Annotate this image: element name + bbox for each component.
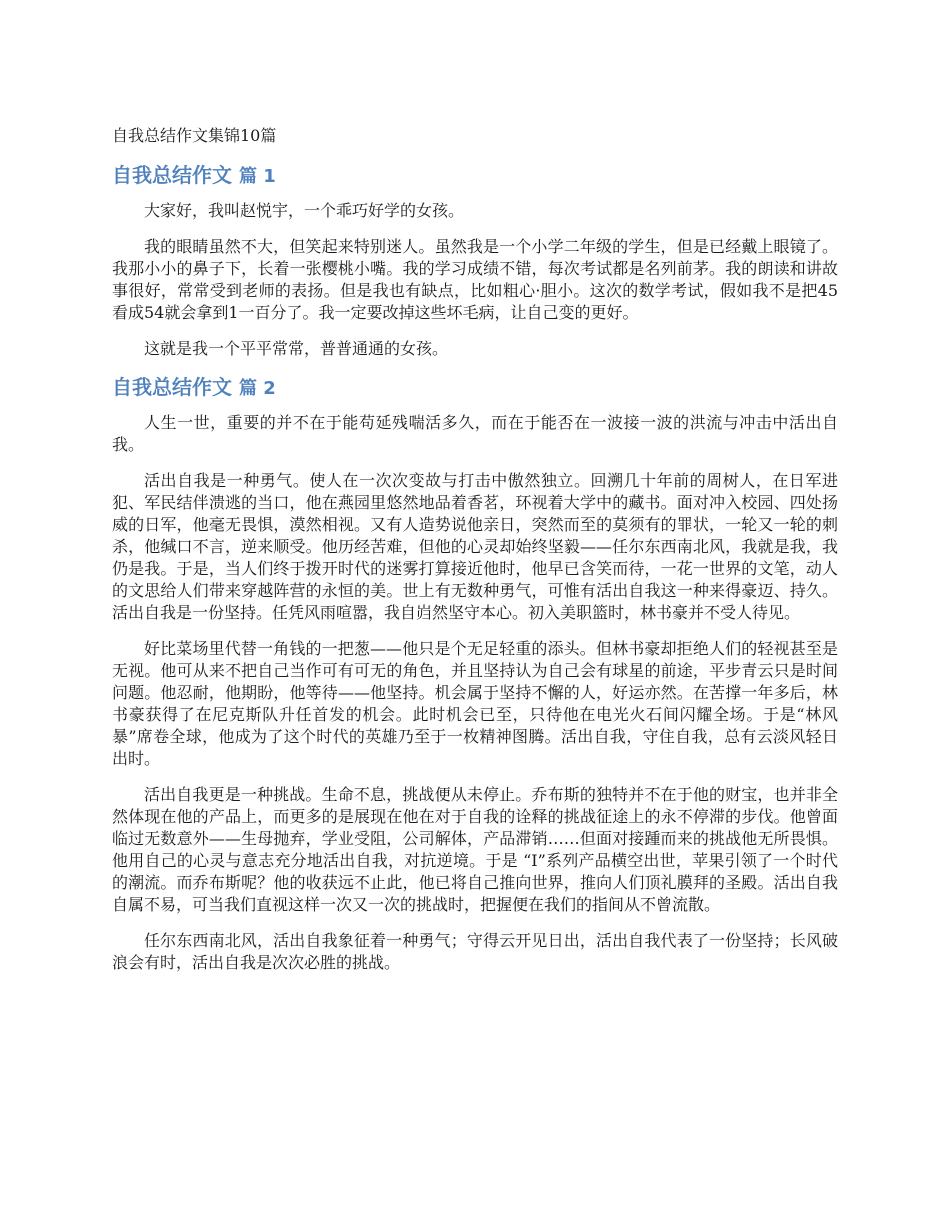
paragraph: 活出自我是一种勇气。使人在一次次变故与打击中傲然独立。回溯几十年前的周树人，在日军进犯、军民结伴溃逃的当口，他在燕园里悠然地品着香茗，环视着大学中的藏书。面对冲入校园、四处扬威的日军，他毫无畏惧，漠然相视。又有人造势说他亲日，突然而至的莫须有的罪状，一轮又一轮的刺杀，他缄口不言，逆来顺受。他历经苦难，但他的心灵却始终坚毅——任尔东西南北风，我就是我，我仍是我。于是，当人们终于拨开时代的迷雾打算接近他时，他早已含笑而待，一花一世界的文笔，动人的文思给人们带来穿越阵营的永恒的美。世上有无数种勇气，可惟有活出自我这一种来得豪迈、持久。 活出自我是一份坚持。任凭风雨喧嚣，我自岿然坚守本心。初入美职篮时，林书豪并不受人待见。: [112, 471, 838, 622]
paragraph: 任尔东西南北风，活出自我象征着一种勇气；守得云开见日出，活出自我代表了一份坚持；长风破浪会有时，活出自我是次次必胜的挑战。: [112, 931, 838, 972]
section-2: [112, 374, 838, 974]
paragraph: 好比菜场里代替一角钱的一把葱——他只是个无足轻重的添头。但林书豪却拒绝人们的轻视甚至是无视。他可从来不把自己当作可有可无的角色，并且坚持认为自己会有球星的前途，平步青云只是时间问题。他忍耐，他期盼，他等待——他坚持。机会属于坚持不懈的人，好运亦然。在苦撑一年多后，林书豪获得了在尼克斯队升任首发的机会。此时机会已至，只待他在电光火石间闪耀全场。于是“林风暴”席卷全球，他成为了这个时代的英雄乃至于一枚精神图腾。活出自我，守住自我，总有云淡风轻日出时。: [112, 639, 838, 768]
paragraph: 这就是我一个平平常常，普普通通的女孩。: [144, 339, 449, 358]
paragraph: 我的眼睛虽然不大，但笑起来特别迷人。虽然我是一个小学二年级的学生，但是已经戴上眼镜了。我那小小的鼻子下，长着一张樱桃小嘴。我的学习成绩不错，每次考试都是名列前茅。我的朗读和讲故事很好，常常受到老师的表扬。但是我也有缺点，比如粗心·胆小。这次的数学考试，假如我不是把45看成54就会拿到1一百分了。我一定要改掉这些坏毛病，让自己变的更好。: [112, 237, 838, 322]
document-title: 自我总结作文集锦10篇: [112, 126, 277, 145]
section-heading-text: 自我总结作文: [112, 375, 239, 399]
section-heading: [112, 162, 838, 190]
paragraph: 活出自我更是一种挑战。生命不息，挑战便从未停止。乔布斯的独特并不在于他的财宝，也并非全然体现在他的产品上，而更多的是展现在他在对于自我的诠释的挑战征途上的永不停滞的步伐。他曾面临过无数意外——生母抛弃，学业受阻，公司解体，产品滞销……但面对接踵而来的挑战他无所畏惧。他用自己的心灵与意志充分地活出自我，对抗逆境。于是 “I”系列产品横空出世，苹果引领了一个时代的潮流。而乔布斯呢？他的收获远不止此，他已将自己推向世界，推向人们顶礼膜拜的圣殿。活出自我自属不易，可当我们直视这样一次又一次的挑战时，把握便在我们的指间从不曾流散。: [112, 785, 838, 914]
section-heading-number: 篇 1: [238, 166, 276, 187]
section-heading: [112, 374, 838, 402]
paragraph: 人生一世，重要的并不在于能苟延残喘活多久，而在于能否在一波接一波的洪流与冲击中活出自我。: [112, 413, 838, 454]
section-heading-text: 自我总结作文: [112, 163, 239, 187]
section-heading-number: 篇 2: [238, 378, 276, 399]
section-1: [112, 162, 838, 360]
paragraph: 大家好，我叫赵悦宇，一个乖巧好学的女孩。: [144, 201, 465, 220]
